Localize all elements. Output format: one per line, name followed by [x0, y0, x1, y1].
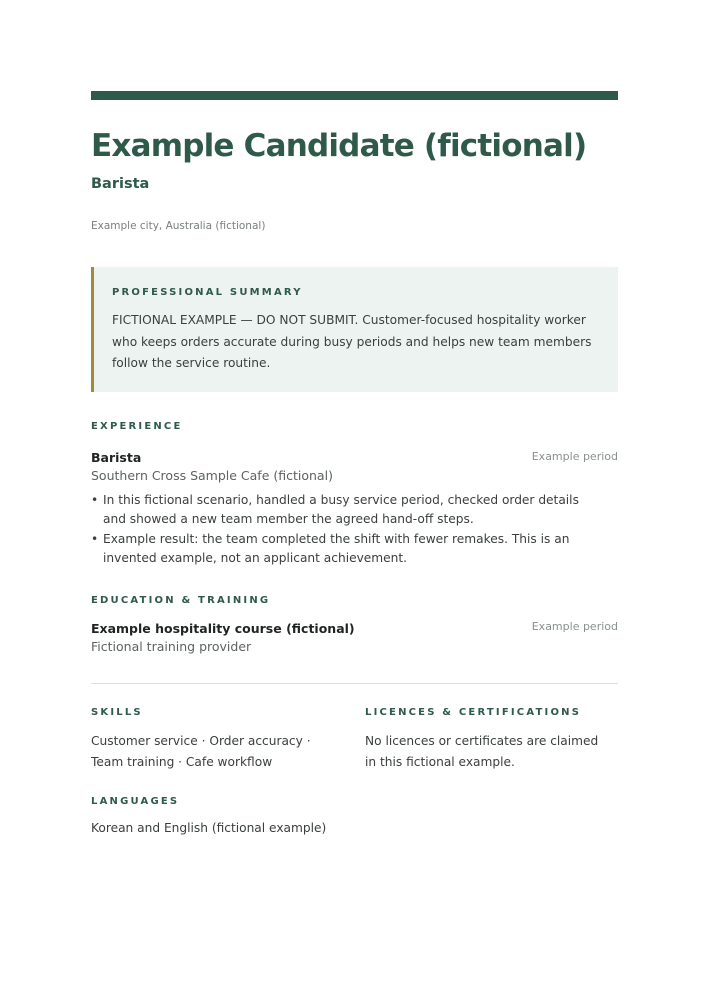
- summary-heading: PROFESSIONAL SUMMARY: [112, 287, 303, 298]
- summary-text: FICTIONAL EXAMPLE — DO NOT SUBMIT. Customer-focused hospitality worker who keeps orders accurate during busy periods and helps new team members follow the service routine.: [112, 313, 592, 370]
- list-item: • Example result: the team completed the shift with fewer remakes. This is an invented example, not an applicant achievement.: [91, 530, 591, 568]
- skills-text: Customer service · Order accuracy · Team training · Cafe workflow: [91, 734, 311, 769]
- experience-bullets: [91, 491, 591, 569]
- languages-text: Korean and English (fictional example): [91, 821, 327, 835]
- list-item: • In this fictional scenario, handled a busy service period, checked order details and showed a new team member the agreed hand-off steps.: [91, 491, 591, 529]
- candidate-location: Example city, Australia (fictional): [91, 220, 266, 232]
- professional-summary-box: [91, 267, 618, 392]
- experience-period: Example period: [531, 450, 618, 463]
- candidate-role: Barista: [91, 176, 150, 192]
- languages-heading: LANGUAGES: [91, 796, 180, 807]
- licences-text: No licences or certificates are claimed in this fictional example.: [365, 734, 599, 769]
- header-accent-bar: [91, 91, 618, 100]
- section-divider: [91, 683, 618, 684]
- skills-heading: SKILLS: [91, 707, 143, 718]
- licences-heading: LICENCES & CERTIFICATIONS: [365, 707, 582, 718]
- experience-employer: Southern Cross Sample Cafe (fictional): [91, 468, 333, 483]
- education-provider: Fictional training provider: [91, 639, 252, 654]
- experience-job-title: Barista: [91, 450, 142, 465]
- education-course-title: Example hospitality course (fictional): [91, 621, 355, 636]
- education-period: Example period: [531, 620, 618, 633]
- candidate-name: Example Candidate (fictional): [91, 128, 587, 164]
- experience-heading: EXPERIENCE: [91, 421, 183, 432]
- education-heading: EDUCATION & TRAINING: [91, 595, 271, 606]
